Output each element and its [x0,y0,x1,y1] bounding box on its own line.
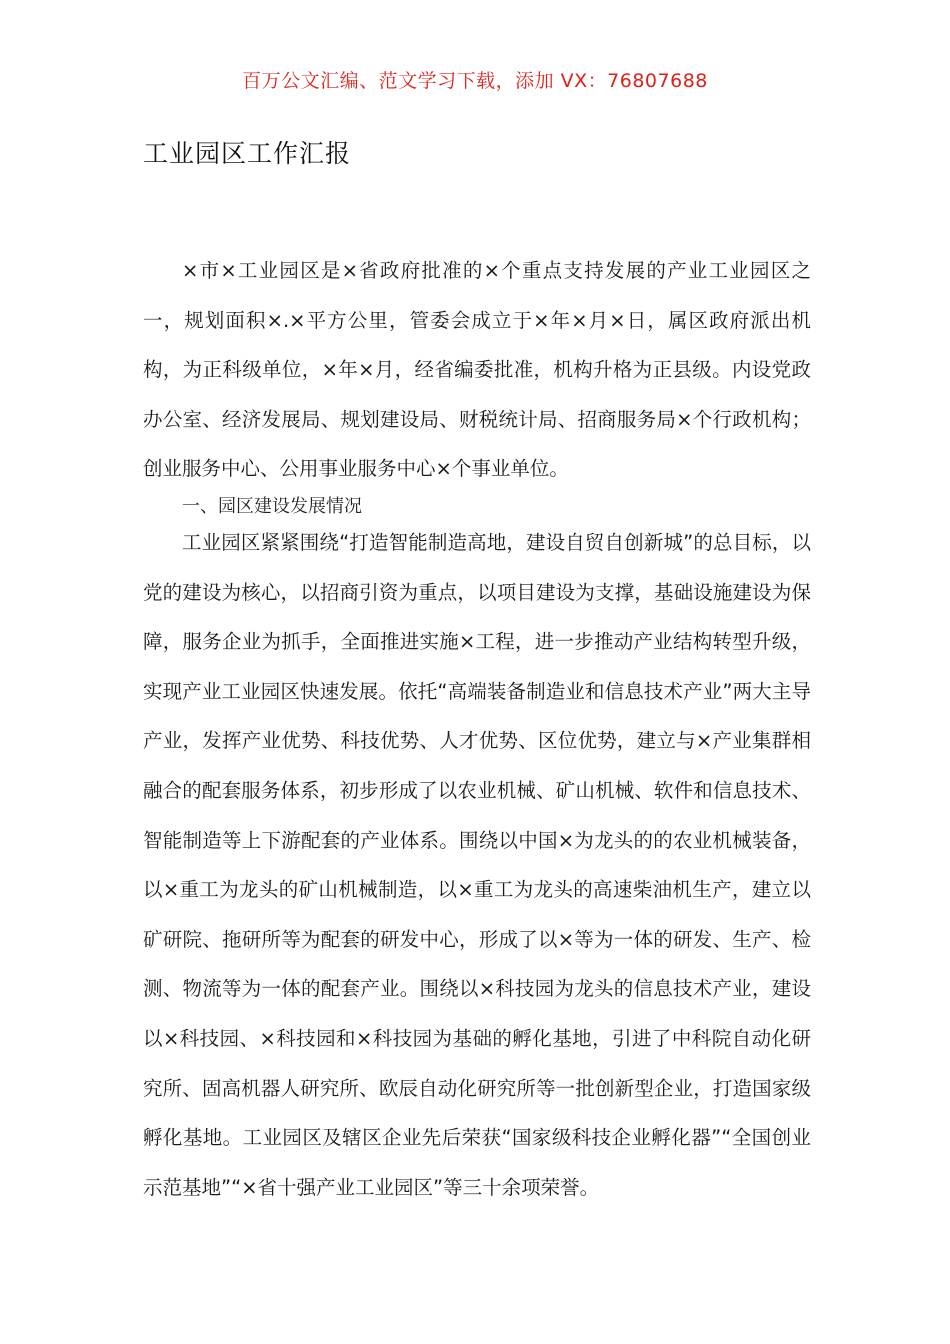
intro-paragraph-block [143,246,811,494]
watermark-header: 百万公文汇编、范文学习下载，添加 VX：76807688 [242,70,708,92]
section-paragraph-block [143,518,811,1212]
section-heading: 一、园区建设发展情况 [182,496,362,517]
intro-paragraph: ×市×工业园区是×省政府批准的×个重点支持发展的产业工业园区之一，规划面积×.×平方公里，管委会成立于×年×月×日，属区政府派出机构，为正科级单位，×年×月，经省编委批准，机构升格为正县级。内设党政办公室、经济发展局、规划建设局、财税统计局、招商服务局×个行政机构；创业服务中心、公用事业服务中心×个事业单位。 [143,259,811,481]
section-paragraph: 工业园区紧紧围绕“打造智能制造高地，建设自贸自创新城”的总目标，以党的建设为核心，以招商引资为重点，以项目建设为支撑，基础设施建设为保障，服务企业为抓手，全面推进实施×工程，进一步推动产业结构转型升级，实现产业工业园区快速发展。依托“高端装备制造业和信息技术产业”两大主导产业，发挥产业优势、科技优势、人才优势、区位优势，建立与×产业集群相融合的配套服务体系，初步形成了以农业机械、矿山机械、软件和信息技术、智能制造等上下游配套的产业体系。围绕以中国×为龙头的的农业机械装备，以×重工为龙头的矿山机械制造，以×重工为龙头的高速柴油机生产，建立以矿研院、拖研所等为配套的研发中心，形成了以×等为一体的研发、生产、检测、物流等为一体的配套产业。围绕以×科技园为龙头的信息技术产业，建设以×科技园、×科技园和×科技园为基础的孵化基地，引进了中科院自动化研究所、固高机器人研究所、欧辰自动化研究所等一批创新型企业，打造国家级孵化基地。工业园区及辖区企业先后荣获“国家级科技企业孵化器”“全国创业示范基地”“×省十强产业工业园区”等三十余项荣誉。 [143,531,811,1199]
document-title: 工业园区工作汇报 [143,139,352,168]
